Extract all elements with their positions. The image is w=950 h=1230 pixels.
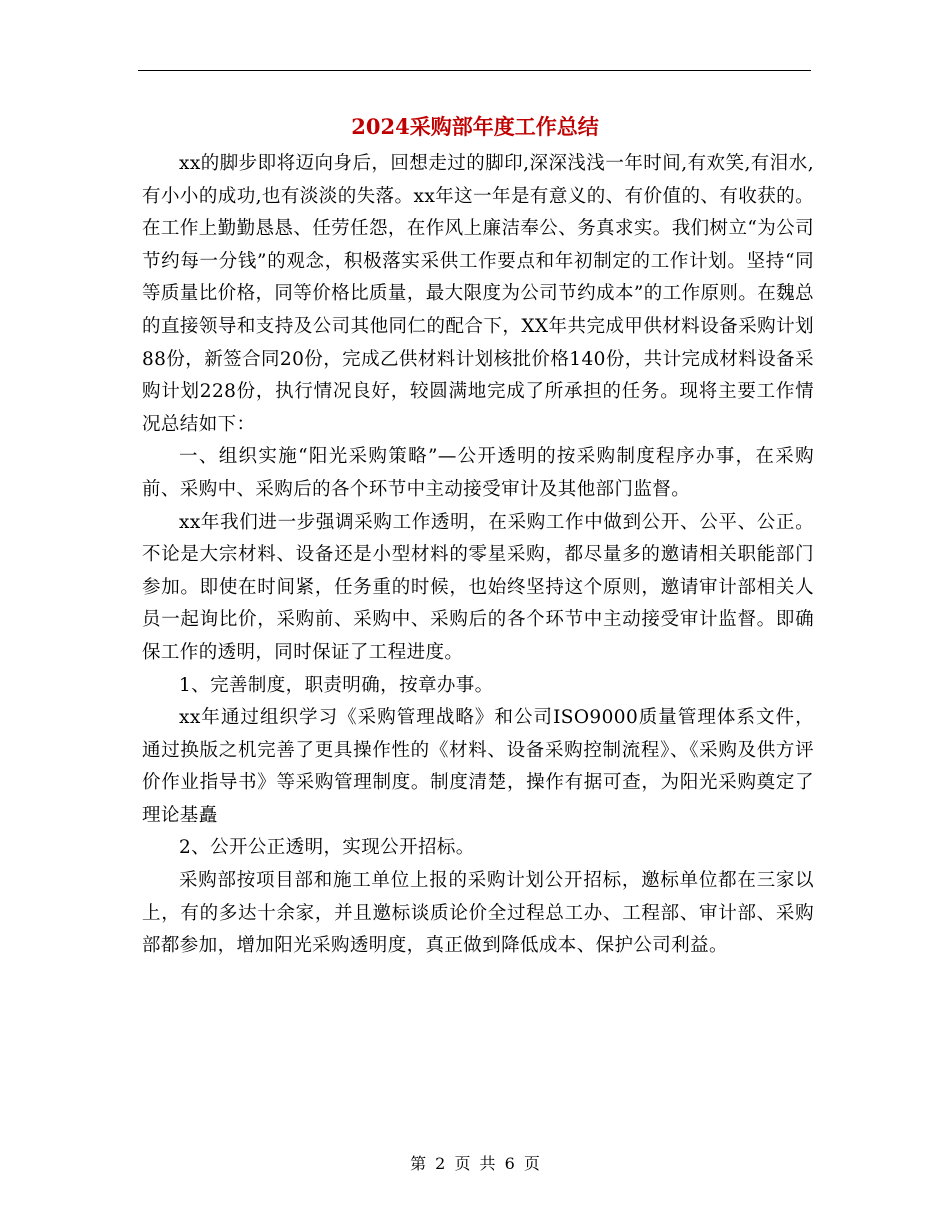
paragraph-intro: xx的脚步即将迈向身后，回想走过的脚印,深深浅浅一年时间,有欢笑,有泪水,有小小的成功,也有淡淡的失落。xx年这一年是有意义的、有价值的、有收获的。在工作上勤勤恳恳、任劳任怨，在作风上廉洁奉公、务真求实。我们树立“为公司节约每一分钱”的观念，积极落实采供工作要点和年初制定的工作计划。坚持“同等质量比价格，同等价格比质量，最大限度为公司节约成本”的工作原则。在魏总的直接领导和支持及公司其他同仁的配合下，XX年共完成甲供材料设备采购计划88份，新签合同20份，完成乙供材料计划核批价格140份，共计完成材料设备采购计划228份，执行情况良好，较圆满地完成了所承担的任务。现将主要工作情况总结如下： [142,153,814,435]
paragraph-subheading-2: 2、公开公正透明，实现公开招标。 [179,837,475,859]
page-number: 第 2 页 共 6 页 [410,1154,540,1173]
header-rule [138,70,811,71]
document-body [142,148,814,963]
paragraph-subheading-1: 1、完善制度，职责明确，按章办事。 [179,674,494,696]
paragraph-section-1-heading: 一、组织实施“阳光采购策略”—公开透明的按采购制度程序办事，在采购前、采购中、采购后的各个环节中主动接受审计及其他部门监督。 [142,446,814,500]
document-title: 2024采购部年度工作总结 [351,114,599,139]
paragraph-transparency: xx年我们进一步强调采购工作透明，在采购工作中做到公开、公平、公正。不论是大宗材料、设备还是小型材料的零星采购，都尽量多的邀请相关职能部门参加。即使在时间紧，任务重的时候，也始终坚持这个原则，邀请审计部相关人员一起询比价，采购前、采购中、采购后的各个环节中主动接受审计监督。即确保工作的透明，同时保证了工程进度。 [142,511,814,663]
paragraph-system: xx年通过组织学习《采购管理战略》和公司ISO9000质量管理体系文件，通过换版之机完善了更具操作性的《材料、设备采购控制流程》、《采购及供方评价作业指导书》等采购管理制度。制度清楚，操作有据可查，为阳光采购奠定了理论基矗 [142,707,814,826]
paragraph-tender: 采购部按项目部和施工单位上报的采购计划公开招标，邀标单位都在三家以上，有的多达十余家，并且邀标谈质论价全过程总工办、工程部、审计部、采购部都参加，增加阳光采购透明度，真正做到降低成本、保护公司利益。 [142,870,814,957]
